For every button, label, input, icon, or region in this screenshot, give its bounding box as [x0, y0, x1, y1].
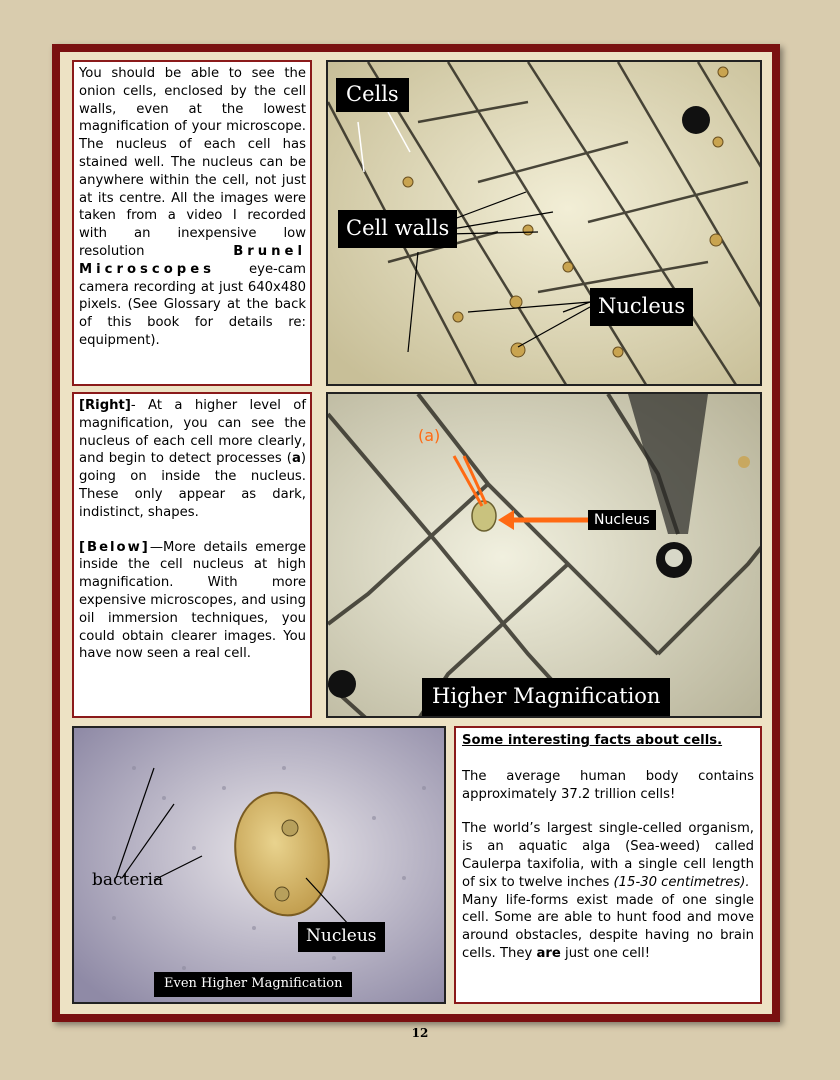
nucleus-label-2: Nucleus [588, 510, 656, 530]
onion-cells-photo [326, 60, 762, 386]
fact-3a: Many life-forms exist made of one single cell. Some are able to hunt food and move around obstacles, despite having no brain cells. They [462, 892, 754, 961]
facts-heading: Some interesting facts about cells. [462, 733, 723, 748]
fact-3b: just one cell! [560, 945, 651, 961]
right-tag: [Right] [79, 398, 131, 413]
higher-magnification-caption: Higher Magnification [422, 678, 670, 716]
bacteria-label: bacteria [92, 870, 164, 890]
higher-magnification-photo [326, 392, 762, 718]
label-a: (a) [418, 426, 441, 445]
even-higher-magnification-image [74, 728, 446, 1004]
cells-label: Cells [336, 78, 409, 112]
below-tag: [Below] [79, 539, 150, 555]
even-higher-magnification-photo [72, 726, 446, 1004]
right-text-a: - At a higher level of magnification, you can see the nucleus of each cell more clearly, and begin to detect processes ( [79, 398, 306, 467]
page-number: 12 [411, 1026, 429, 1040]
facts-box [454, 726, 762, 1004]
cell-walls-label: Cell walls [338, 210, 457, 248]
right-text-letter: a [291, 451, 301, 467]
magnification-text-box [72, 392, 312, 718]
fact-1: The average human body contains approximately 37.2 trillion cells! [462, 768, 754, 802]
brand-name: Brunel Microscopes [79, 243, 306, 277]
intro-text: You should be able to see the onion cells, enclosed by the cell walls, even at the lowest magnification of your microscope. The nucleus of each cell has stained well. The nucleus can be anywhere within the cell, not just at its centre. All the images were taken from a video I recorded with an inexpensive low resolution [79, 66, 306, 259]
right-text-b: ) going on inside the nucleus. These only appear as dark, indistinct, shapes. [79, 451, 306, 520]
intro-text-end: eye-cam camera recording at just 640x480 pixels. (See Glossary at the back of this book for details re: equipment). [79, 261, 306, 348]
higher-magnification-image [328, 394, 762, 718]
nucleus-label: Nucleus [590, 288, 693, 326]
below-text: —More details emerge inside the cell nucleus at high magnification. With more expensive microscopes, and using oil immersion techniques, you could obtain clearer images. You have now seen a real cell. [79, 539, 306, 662]
intro-text-box [72, 60, 312, 386]
nucleus-label-3: Nucleus [298, 922, 385, 952]
fact-3-bold: are [536, 945, 561, 961]
fact-2: The world’s largest single-celled organism, is an aquatic alga (Sea-weed) called Caulerpa taxifolia, with a single cell length of six to twelve inches [462, 821, 754, 890]
even-higher-magnification-caption: Even Higher Magnification [154, 972, 352, 997]
fact-2-italic: (15-30 centimetres). [613, 874, 750, 890]
